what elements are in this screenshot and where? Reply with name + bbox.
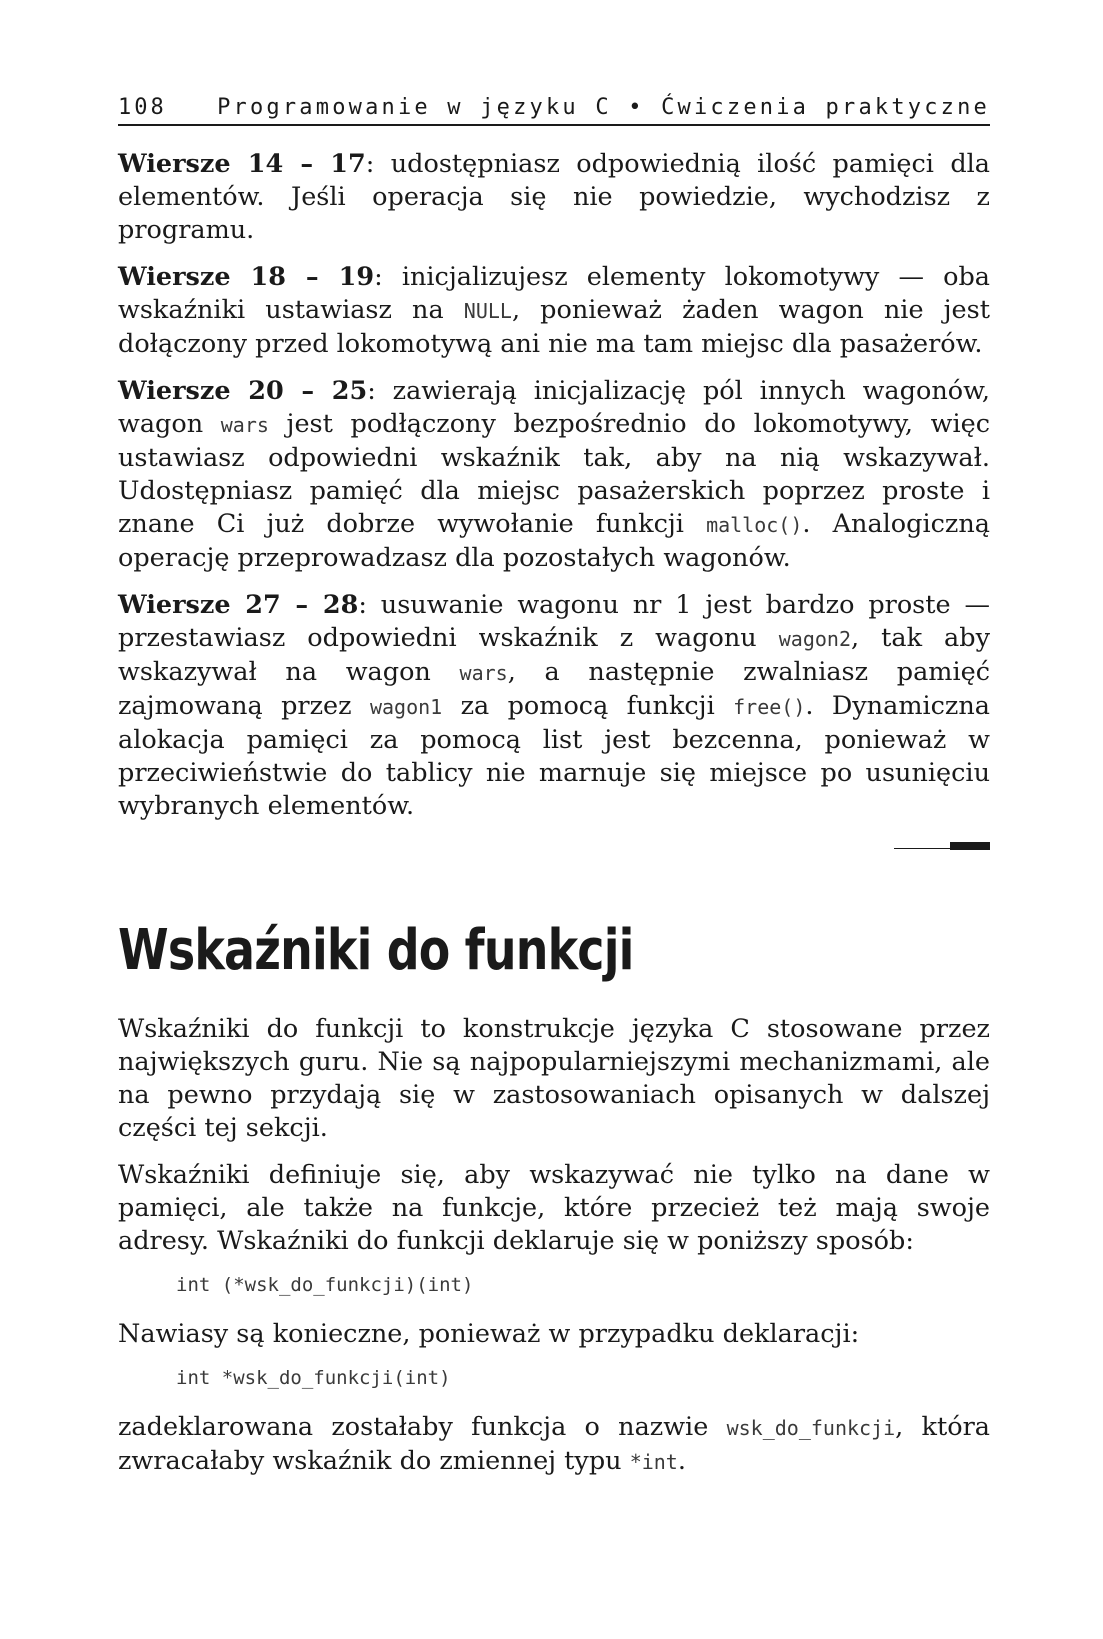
inline-code: wsk_do_funkcji [726,1416,896,1440]
paragraph-text: . Dynamiczna alokacja pamięci za pomocą list jest bezcenna, ponieważ w przeciwieństwie do tablicy nie marnuje się miejsce po usunięciu wybranych elementów. [118,691,990,821]
paragraph-text: , która zwracałaby wskaźnik do zmiennej typu [118,1412,990,1476]
paragraph-parentheses [118,1318,990,1351]
code-example-function-declaration: int *wsk_do_funkcji(int) [176,1367,451,1389]
paragraph-text: Wskaźniki definiuje się, aby wskazywać nie tylko na dane w pamięci, ale także na funkcje, które przecież też mają swoje adresy. Wskaźniki do funkcji deklaruje się w poniższy sposób: [118,1160,990,1256]
paragraph-text: Wskaźniki do funkcji to konstrukcje języka C stosowane przez największych guru. Nie są najpopularniejszymi mechanizmami, ale na pewno przydają się w zastosowaniach opisanych w dalszej części tej sekcji. [118,1014,990,1143]
inline-code: NULL [463,299,512,323]
page-content [118,148,990,1479]
paragraph-text: : zawierają inicjalizację pól innych wagonów, wagon [118,376,990,439]
paragraph-text: jest podłączony bezpośrednio do lokomotywy, więc ustawiasz odpowiedni wskaźnik tak, aby na nią wskazywał. Udostępniasz pamięć dla miejsc pasażerskich poprzez proste i znane Ci już dobrze wywołanie funkcji [118,409,991,539]
paragraph-intro [118,1013,990,1145]
inline-code: wars [220,413,269,437]
section-title: Wskaźniki do funkcji [118,918,634,983]
paragraph-lines-14-17 [118,148,990,247]
line-reference: Wiersze 14 – 17 [118,149,366,179]
paragraph-text: za pomocą funkcji [442,691,734,721]
end-marker-line [894,848,950,849]
paragraph-text: : usuwanie wagonu nr 1 jest bardzo proste — przestawiasz odpowiedni wskaźnik z wagonu [118,590,991,653]
inline-code: malloc() [706,513,803,537]
paragraph-text: , ponieważ żaden wagon nie jest dołączony przed lokomotywą ani nie ma tam miejsc dla pasażerów. [118,295,990,359]
end-marker-block [950,842,990,850]
inline-code: wagon1 [369,695,443,719]
paragraph-conclusion [118,1411,990,1479]
paragraph-definition [118,1159,990,1258]
inline-code: *int [629,1450,678,1474]
paragraph-text: zadeklarowana zostałaby funkcja o nazwie [118,1412,727,1442]
paragraph-text: Nawiasy są konieczne, ponieważ w przypadku deklaracji: [118,1319,860,1349]
paragraph-text: : udostępniasz odpowiednią ilość pamięci dla elementów. Jeśli operacja się nie powiedzie, wychodzisz z programu. [118,149,991,245]
line-reference: Wiersze 20 – 25 [118,376,368,406]
line-reference: Wiersze 27 – 28 [118,590,359,620]
book-page [118,95,990,1493]
paragraph-lines-18-19 [118,261,990,361]
inline-code: wagon2 [778,627,851,651]
inline-code: free() [733,695,806,719]
code-example-pointer-declaration: int (*wsk_do_funkcji)(int) [176,1274,474,1296]
page-number: 108 [118,95,167,120]
paragraph-text: : inicjalizujesz elementy lokomotywy — oba wskaźniki ustawiasz na [118,262,990,325]
exercise-end-marker [118,837,990,855]
paragraph-text: , tak aby wskazywał na wagon [118,623,990,687]
running-header [118,95,990,126]
paragraph-lines-27-28 [118,589,990,823]
paragraph-lines-20-25 [118,375,990,575]
inline-code: wars [459,661,508,685]
line-reference: Wiersze 18 – 19 [118,262,375,292]
paragraph-text: . [677,1446,686,1476]
running-title: Programowanie w języku C • Ćwiczenia praktyczne [217,95,990,120]
paragraph-text: , a następnie zwalniasz pamięć zajmowaną przez [118,657,990,721]
paragraph-text: . Analogiczną operację przeprowadzasz dla pozostałych wagonów. [118,509,990,573]
